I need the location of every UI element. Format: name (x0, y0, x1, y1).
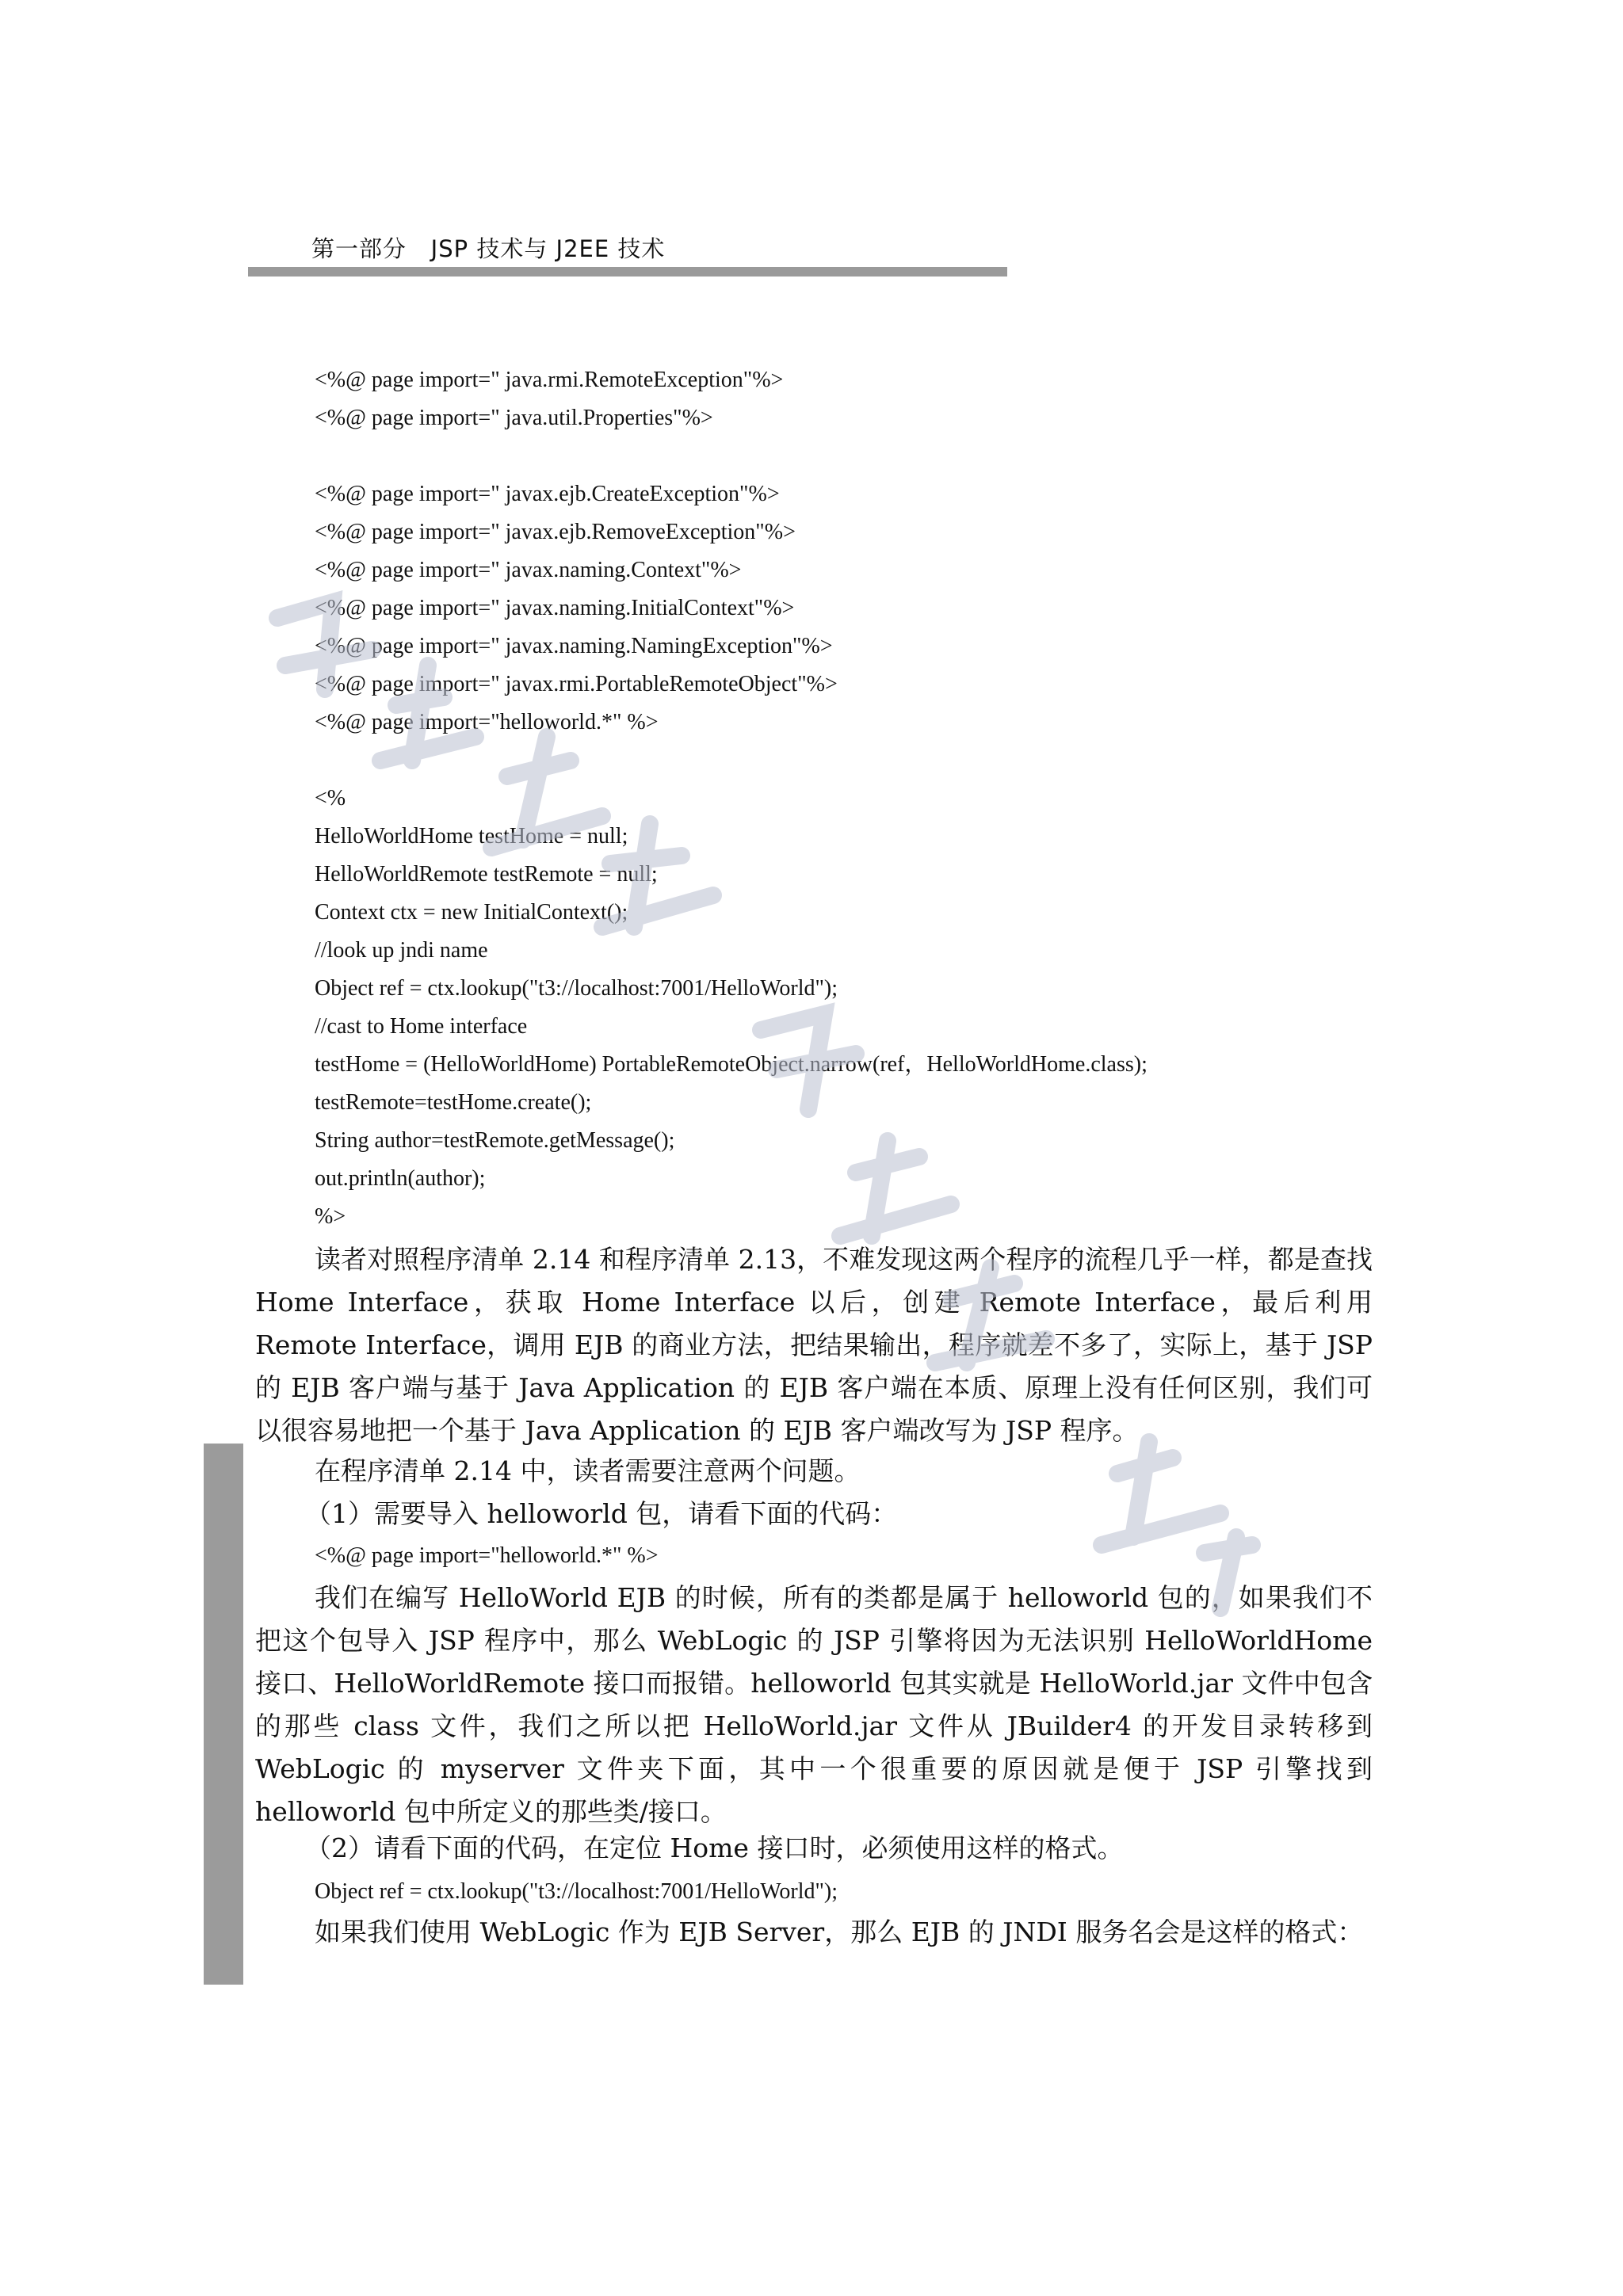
code-line: <%@ page import=" javax.naming.NamingException"%> (315, 634, 833, 658)
code-line: <%@ page import=" javax.ejb.RemoveException"%> (315, 520, 796, 544)
code-line: <%@ page import="helloworld.*" %> (315, 710, 659, 734)
code-line: <%@ page import="helloworld.*" %> (315, 1543, 659, 1568)
code-line: testRemote=testHome.create(); (315, 1090, 592, 1115)
running-header-title: 第一部分 JSP 技术与 J2EE 技术 (311, 235, 666, 262)
code-line: <%@ page import=" java.rmi.RemoteException"%> (315, 368, 784, 392)
code-line: <% (315, 786, 346, 810)
code-line: //look up jndi name (315, 938, 488, 963)
code-line: <%@ page import=" javax.naming.InitialContext"%> (315, 596, 795, 620)
code-line: String author=testRemote.getMessage(); (315, 1128, 675, 1153)
margin-marker-bar (204, 1444, 243, 1985)
code-line: HelloWorldRemote testRemote = null; (315, 862, 658, 887)
code-line: //cast to Home interface (315, 1014, 528, 1039)
code-line: <%@ page import=" javax.naming.Context"%> (315, 558, 742, 582)
body-paragraph: 我们在编写 HelloWorld EJB 的时候，所有的类都是属于 helloworld 包的，如果我们不把这个包导入 JSP 程序中，那么 WebLogic 的 JSP 引擎将因为无法识别 HelloWorldHome 接口、HelloWorldRemote 接口而报错。helloworld 包其实就是 HelloWorld.jar 文件中包含的那些 class 文件，我们之所以把 HelloWorld.jar 文件从 JBuilder4 的开发目录转移到 WebLogic 的 myserver 文件夹下面，其中一个很重要的原因就是便于 JSP 引擎找到 helloworld 包中所定义的那些类/接口。 (255, 1582, 1373, 1827)
code-line: Context ctx = new InitialContext(); (315, 900, 628, 925)
numbered-item: （1）需要导入 helloworld 包，请看下面的代码： (305, 1498, 898, 1529)
body-paragraph: 读者对照程序清单 2.14 和程序清单 2.13，不难发现这两个程序的流程几乎一样，都是查找 Home Interface，获取 Home Interface 以后，创建 Remote Interface，最后利用 Remote Interface，调用 EJB 的商业方法，把结果输出，程序就差不多了，实际上，基于 JSP 的 EJB 客户端与基于 Java Application 的 EJB 客户端在本质、原理上没有任何区别，我们可以很容易地把一个基于 Java Application 的 EJB 客户端改写为 JSP 程序。 (255, 1244, 1373, 1446)
code-line: %> (315, 1204, 346, 1229)
body-paragraph: 在程序清单 2.14 中，读者需要注意两个问题。 (315, 1455, 861, 1486)
code-line: testHome = (HelloWorldHome) PortableRemoteObject.narrow(ref，HelloWorldHome.class); (315, 1052, 1148, 1077)
code-line: <%@ page import=" javax.ejb.CreateException"%> (315, 482, 780, 506)
code-line: <%@ page import=" javax.rmi.PortableRemoteObject"%> (315, 672, 838, 696)
code-line: HelloWorldHome testHome = null; (315, 824, 628, 849)
code-line: out.println(author); (315, 1166, 486, 1191)
code-line: <%@ page import=" java.util.Properties"%> (315, 406, 713, 430)
numbered-item: （2）请看下面的代码，在定位 Home 接口时，必须使用这样的格式。 (305, 1833, 1124, 1863)
code-line: Object ref = ctx.lookup("t3://localhost:7001/HelloWorld"); (315, 976, 838, 1001)
header-rule (248, 267, 1007, 277)
code-line: Object ref = ctx.lookup("t3://localhost:7001/HelloWorld"); (315, 1879, 838, 1904)
body-paragraph: 如果我们使用 WebLogic 作为 EJB Server，那么 EJB 的 JNDI 服务名会是这样的格式： (315, 1917, 1364, 1947)
